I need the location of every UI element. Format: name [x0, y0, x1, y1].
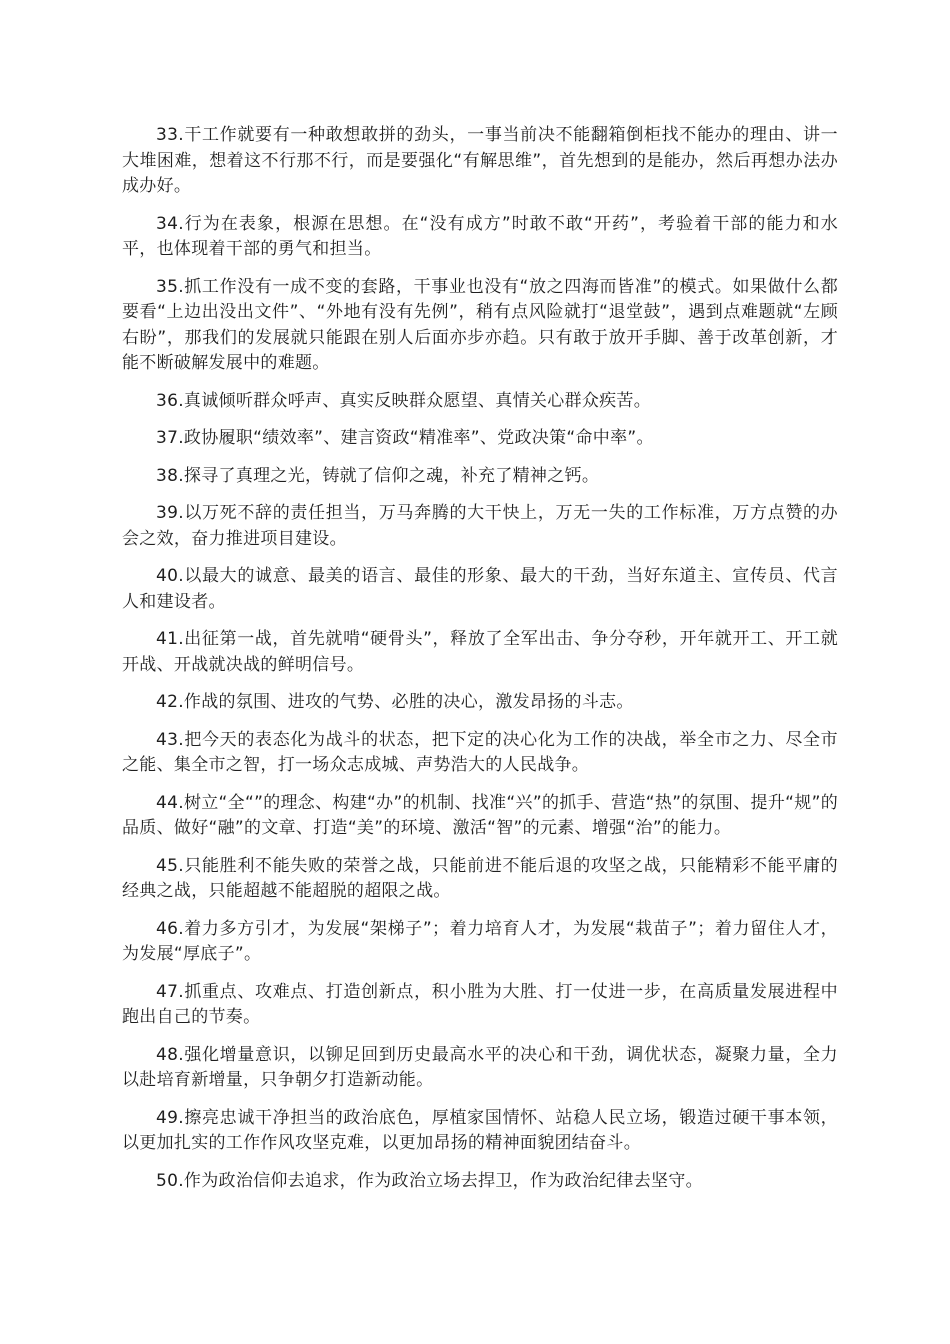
paragraph-43: 43.把今天的表态化为战斗的状态，把下定的决心化为工作的决战，举全市之力、尽全市之能、集全市之智，打一场众志成城、声势浩大的人民战争。 [122, 729, 838, 775]
paragraph-48: 48.强化增量意识，以铆足回到历史最高水平的决心和干劲，调优状态，凝聚力量，全力以赴培育新增量，只争朝夕打造新动能。 [122, 1044, 838, 1090]
paragraph-36: 36.真诚倾听群众呼声、真实反映群众愿望、真情关心群众疾苦。 [156, 390, 652, 411]
paragraph-44: 44.树立“全“”的理念、构建“办”的机制、找准“兴”的抓手、营造“热”的氛围、提升“规”的品质、做好“融”的文章、打造“美”的环境、激活“智”的元素、增强“治”的能力。 [122, 792, 838, 838]
document-body [122, 123, 838, 1206]
paragraph-45: 45.只能胜利不能失败的荣誉之战，只能前进不能后退的攻坚之战，只能精彩不能平庸的经典之战，只能超越不能超脱的超限之战。 [122, 855, 838, 901]
paragraph-39: 39.以万死不辞的责任担当，万马奔腾的大干快上，万无一失的工作标准，万方点赞的办会之效，奋力推进项目建设。 [122, 503, 838, 549]
paragraph-47: 47.抓重点、攻难点、打造创新点，积小胜为大胜、打一仗进一步，在高质量发展进程中跑出自己的节奏。 [122, 981, 838, 1027]
paragraph-41: 41.出征第一战，首先就啃“硬骨头”，释放了全军出击、争分夺秒，开年就开工、开工就开战、开战就决战的鲜明信号。 [122, 629, 838, 675]
paragraph-50: 50.作为政治信仰去追求，作为政治立场去捍卫，作为政治纪律去坚守。 [156, 1170, 703, 1191]
paragraph-33: 33.干工作就要有一种敢想敢拼的劲头，一事当前决不能翻箱倒柜找不能办的理由、讲一大堆困难，想着这不行那不行，而是要强化“有解思维”，首先想到的是能办，然后再想办法办成办好。 [122, 125, 838, 196]
paragraph-38: 38.探寻了真理之光，铸就了信仰之魂，补充了精神之钙。 [156, 465, 600, 486]
paragraph-46: 46.着力多方引才，为发展“架梯子”；着力培育人才，为发展“栽苗子”；着力留住人才，为发展“厚底子”。 [122, 918, 838, 964]
paragraph-35: 35.抓工作没有一成不变的套路，干事业也没有“放之四海而皆准”的模式。如果做什么都要看“上边出没出文件”、“外地有没有先例”，稍有点风险就打“退堂鼓”，遇到点难题就“左顾右盼”，那我们的发展就只能跟在别人后面亦步亦趋。只有敢于放开手脚、善于改革创新，才能不断破解发展中的难题。 [122, 276, 838, 373]
paragraph-34: 34.行为在表象，根源在思想。在“没有成方”时敢不敢“开药”，考验着干部的能力和水平，也体现着干部的勇气和担当。 [122, 213, 838, 259]
paragraph-37: 37.政协履职“绩效率”、建言资政“精准率”、党政决策“命中率”。 [156, 428, 654, 448]
paragraph-42: 42.作战的氛围、进攻的气势、必胜的决心，激发昂扬的斗志。 [156, 692, 634, 712]
paragraph-49: 49.擦亮忠诚干净担当的政治底色，厚植家国情怀、站稳人民立场，锻造过硬干事本领，以更加扎实的工作作风攻坚克难，以更加昂扬的精神面貌团结奋斗。 [122, 1107, 838, 1153]
paragraph-40: 40.以最大的诚意、最美的语言、最佳的形象、最大的干劲，当好东道主、宣传员、代言人和建设者。 [122, 566, 838, 612]
